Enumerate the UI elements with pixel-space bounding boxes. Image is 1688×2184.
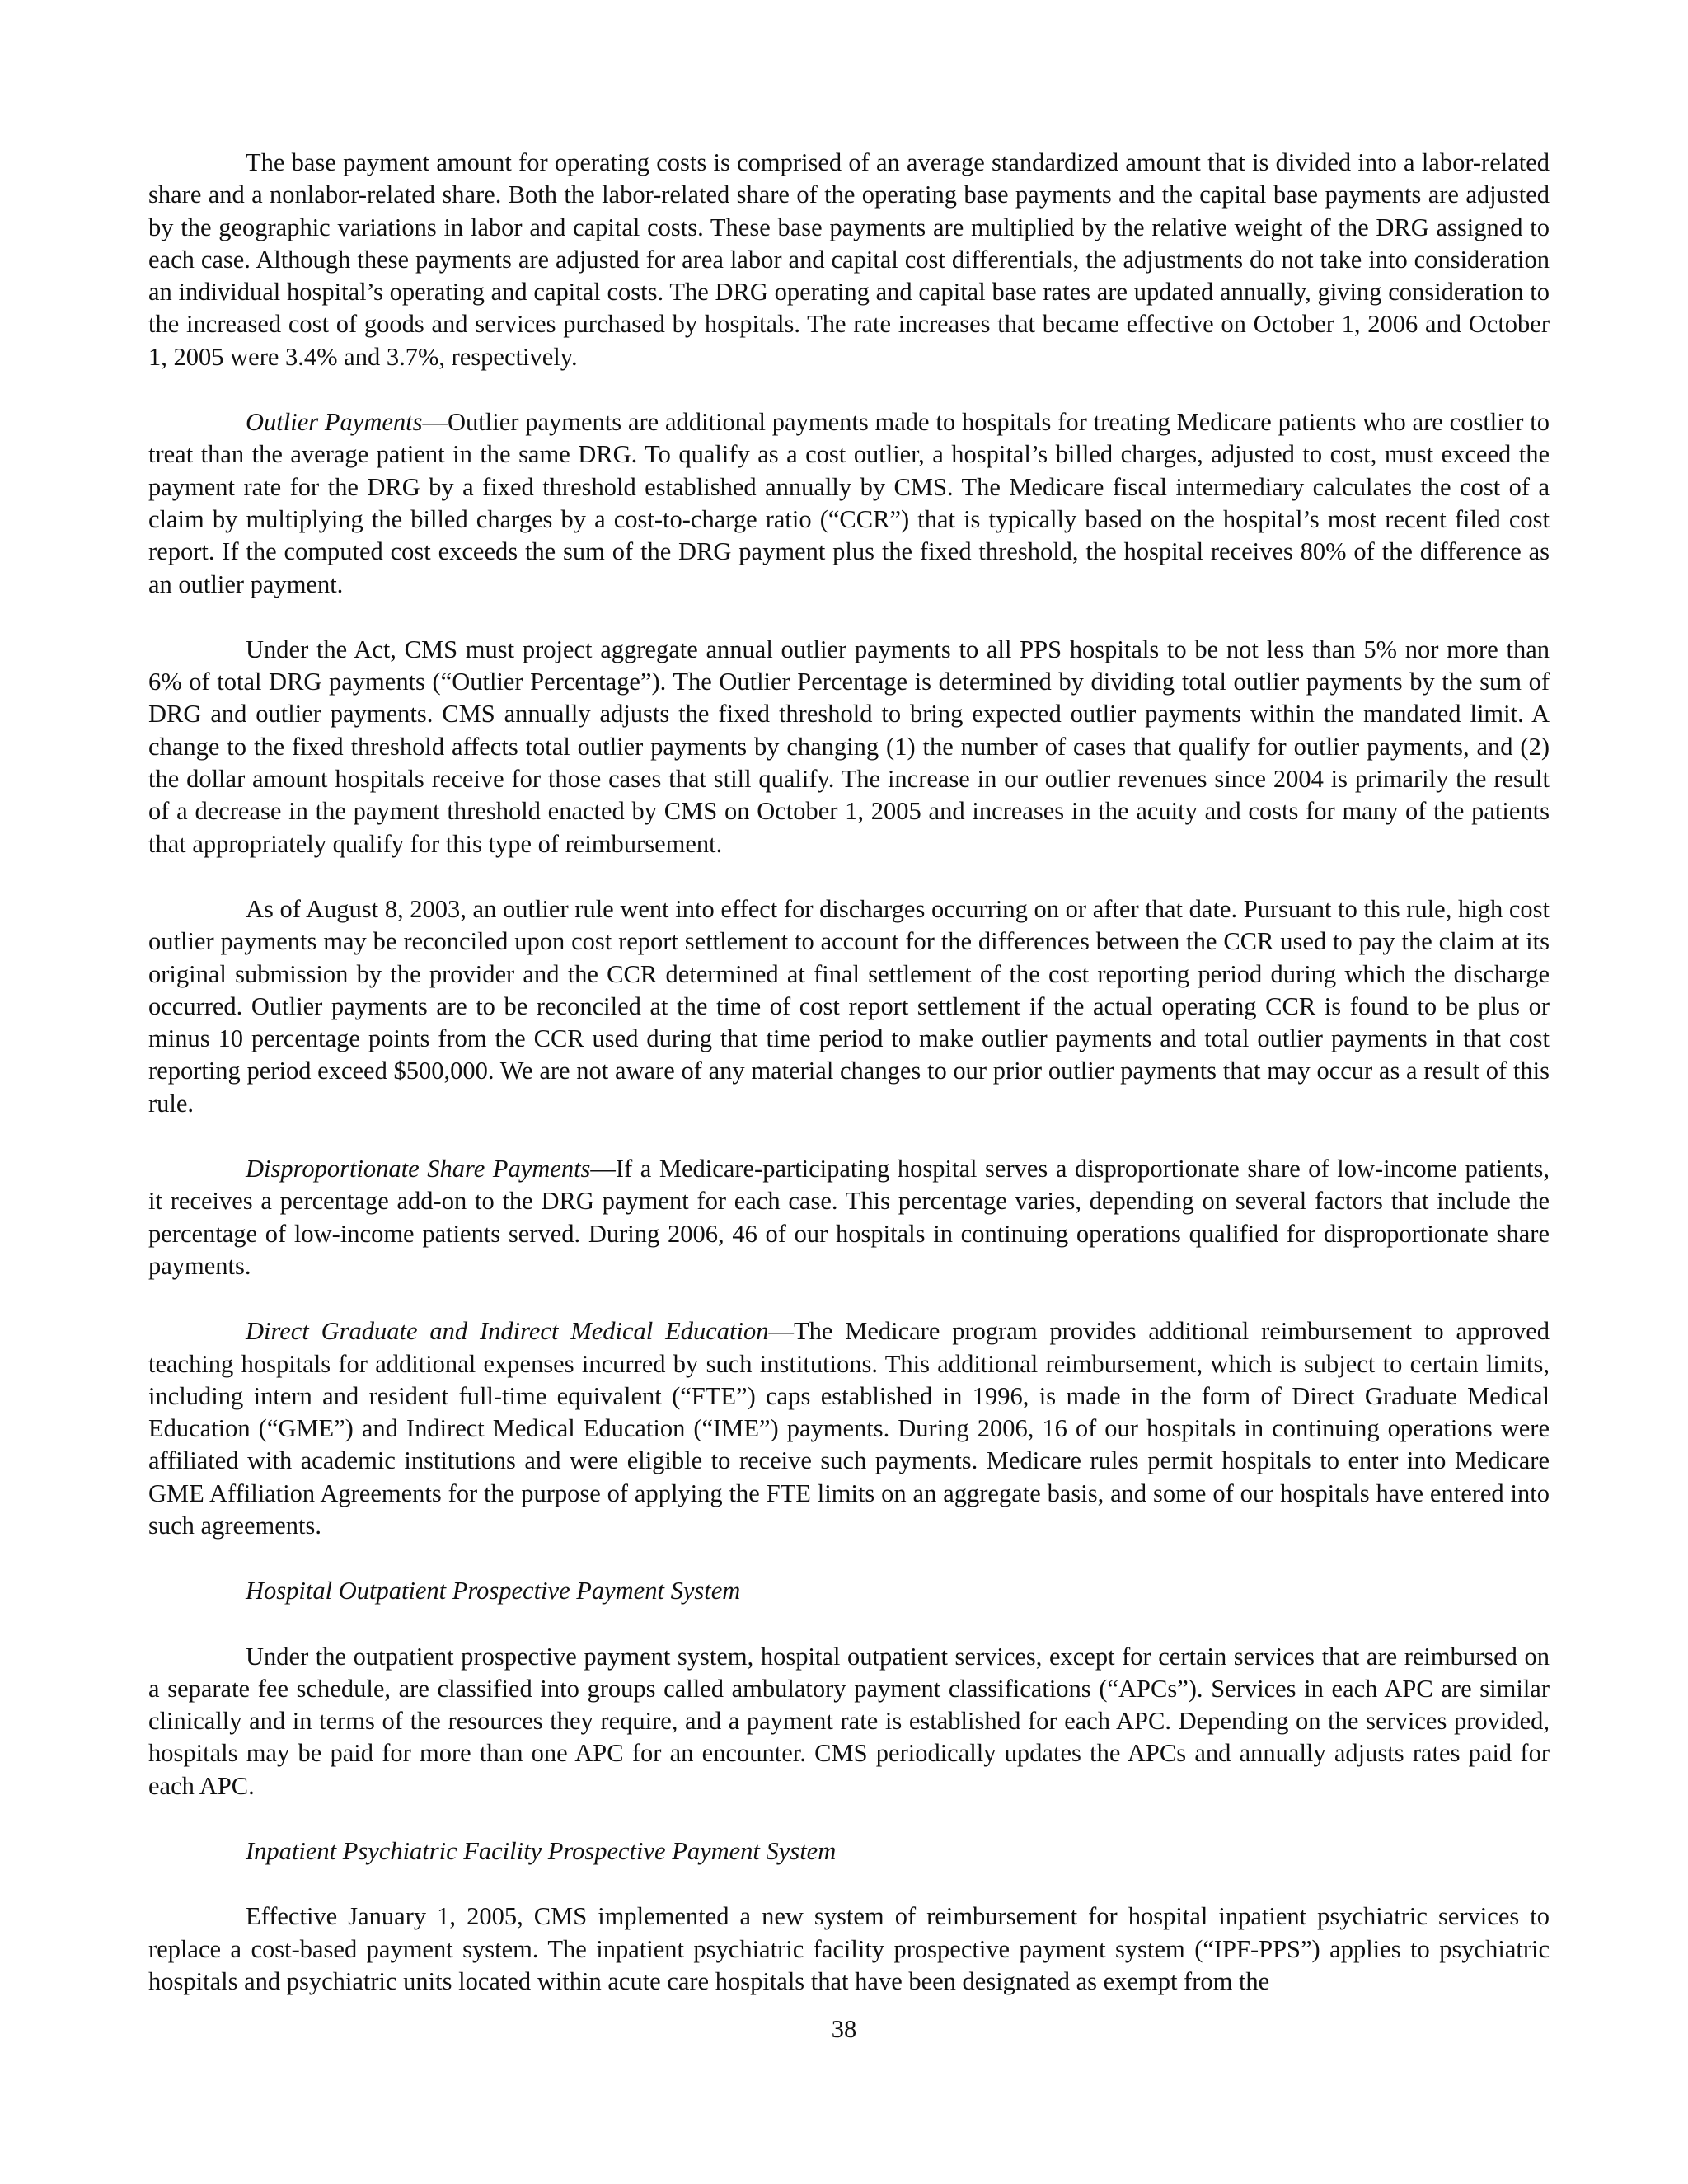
paragraph-base-payment <box>148 147 1550 373</box>
paragraph-disproportionate-share <box>148 1153 1550 1282</box>
document-page <box>148 147 1550 1998</box>
paragraph-text: As of August 8, 2003, an outlier rule went into effect for discharges occurring on or after that date. Pursuant to this rule, high cost outlier payments may be reconciled upon cost report settlement to account for the differences between the CCR used to pay the claim at its original submission by the provider and the CCR determined at final settlement of the cost reporting period during which the discharge occurred. Outlier payments are to be reconciled at the time of cost report settlement if the actual operating CCR is found to be plus or minus 10 percentage points from the CCR used during that time period to make outlier payments and total outlier payments in that cost reporting period exceed $500,000. We are not aware of any material changes to our prior outlier payments that may occur as a result of this rule. <box>148 894 1550 1118</box>
paragraph-outpatient <box>148 1641 1550 1802</box>
page-number: 38 <box>831 2015 857 2043</box>
paragraph-outlier-percentage <box>148 634 1550 860</box>
paragraph-lead-title: Outlier Payments <box>246 408 423 437</box>
paragraph-text: The base payment amount for operating costs is comprised of an average standardized amount that is divided into a labor-related share and a nonlabor-related share. Both the labor-related share of the operating base payments and the capital base payments are adjusted by the geographic variations in labor and capital costs. These base payments are multiplied by the relative weight of the DRG assigned to each case. Although these payments are adjusted for area labor and capital cost differentials, the adjustments do not take into consideration an individual hospital’s operating and capital costs. The DRG operating and capital base rates are updated annually, giving consideration to the increased cost of goods and services purchased by hospitals. The rate increases that became effective on October 1, 2006 and October 1, 2005 were 3.4% and 3.7%, respectively. <box>148 148 1550 371</box>
paragraph-text: —The Medicare program provides additional reimbursement to approved teaching hospitals for additional expenses incurred by such institutions. This additional reimbursement, which is subject to certain limits, including intern and resident full-time equivalent (“FTE”) caps established in 1996, is made in the form of Direct Graduate Medical Education (“GME”) and Indirect Medical Education (“IME”) payments. During 2006, 16 of our hospitals in continuing operations were affiliated with academic institutions and were eligible to receive such payments. Medicare rules permit hospitals to enter into Medicare GME Affiliation Agreements for the purpose of applying the FTE limits on an aggregate basis, and some of our hospitals have entered into such agreements. <box>148 1317 1550 1540</box>
paragraph-text: Under the Act, CMS must project aggregate annual outlier payments to all PPS hospitals to be not less than 5% nor more than 6% of total DRG payments (“Outlier Percentage”). The Outlier Percentage is determined by dividing total outlier payments by the sum of DRG and outlier payments. CMS annually adjusts the fixed threshold to bring expected outlier payments within the mandated limit. A change to the fixed threshold affects total outlier payments by changing (1) the number of cases that qualify for outlier payments, and (2) the dollar amount hospitals receive for those cases that still qualify. The increase in our outlier revenues since 2004 is primarily the result of a decrease in the payment threshold enacted by CMS on October 1, 2005 and increases in the acuity and costs for many of the patients that appropriately qualify for this type of reimbursement. <box>148 635 1550 858</box>
paragraph-text: —If a Medicare-participating hospital serves a disproportionate share of low-income patients, it receives a percentage add-on to the DRG payment for each case. This percentage varies, depending on several factors that include the percentage of low-income patients served. During 2006, 46 of our hospitals in continuing operations qualified for disproportionate share payments. <box>148 1155 1550 1280</box>
paragraph-text: —Outlier payments are additional payments made to hospitals for treating Medicare patients who are costlier to treat than the average patient in the same DRG. To qualify as a cost outlier, a hospital’s billed charges, adjusted to cost, must exceed the payment rate for the DRG by a fixed threshold established annually by CMS. The Medicare fiscal intermediary calculates the cost of a claim by multiplying the billed charges by a cost-to-charge ratio (“CCR”) that is typically based on the hospital’s most recent filed cost report. If the computed cost exceeds the sum of the DRG payment plus the fixed threshold, the hospital receives 80% of the difference as an outlier payment. <box>148 408 1550 598</box>
section-heading-psychiatric: Inpatient Psychiatric Facility Prospective Payment System <box>246 1837 837 1866</box>
paragraph-outlier-rule <box>148 893 1550 1120</box>
section-heading-outpatient: Hospital Outpatient Prospective Payment System <box>246 1577 741 1605</box>
paragraph-lead-title: Disproportionate Share Payments <box>246 1155 591 1183</box>
paragraph-psychiatric <box>148 1900 1550 1998</box>
paragraph-text: Under the outpatient prospective payment system, hospital outpatient services, except for certain services that are reimbursed on a separate fee schedule, are classified into groups called ambulatory payment classifications (“APCs”). Services in each APC are similar clinically and in terms of the resources they require, and a payment rate is established for each APC. Depending on the services provided, hospitals may be paid for more than one APC for an encounter. CMS periodically updates the APCs and annually adjusts rates paid for each APC. <box>148 1642 1550 1800</box>
paragraph-medical-education <box>148 1315 1550 1542</box>
paragraph-outlier-payments <box>148 406 1550 601</box>
paragraph-lead-title: Direct Graduate and Indirect Medical Education <box>246 1317 769 1346</box>
paragraph-text: Effective January 1, 2005, CMS implemented a new system of reimbursement for hospital inpatient psychiatric services to replace a cost-based payment system. The inpatient psychiatric facility prospective payment system (“IPF-PPS”) applies to psychiatric hospitals and psychiatric units located within acute care hospitals that have been designated as exempt from the <box>148 1902 1550 1995</box>
